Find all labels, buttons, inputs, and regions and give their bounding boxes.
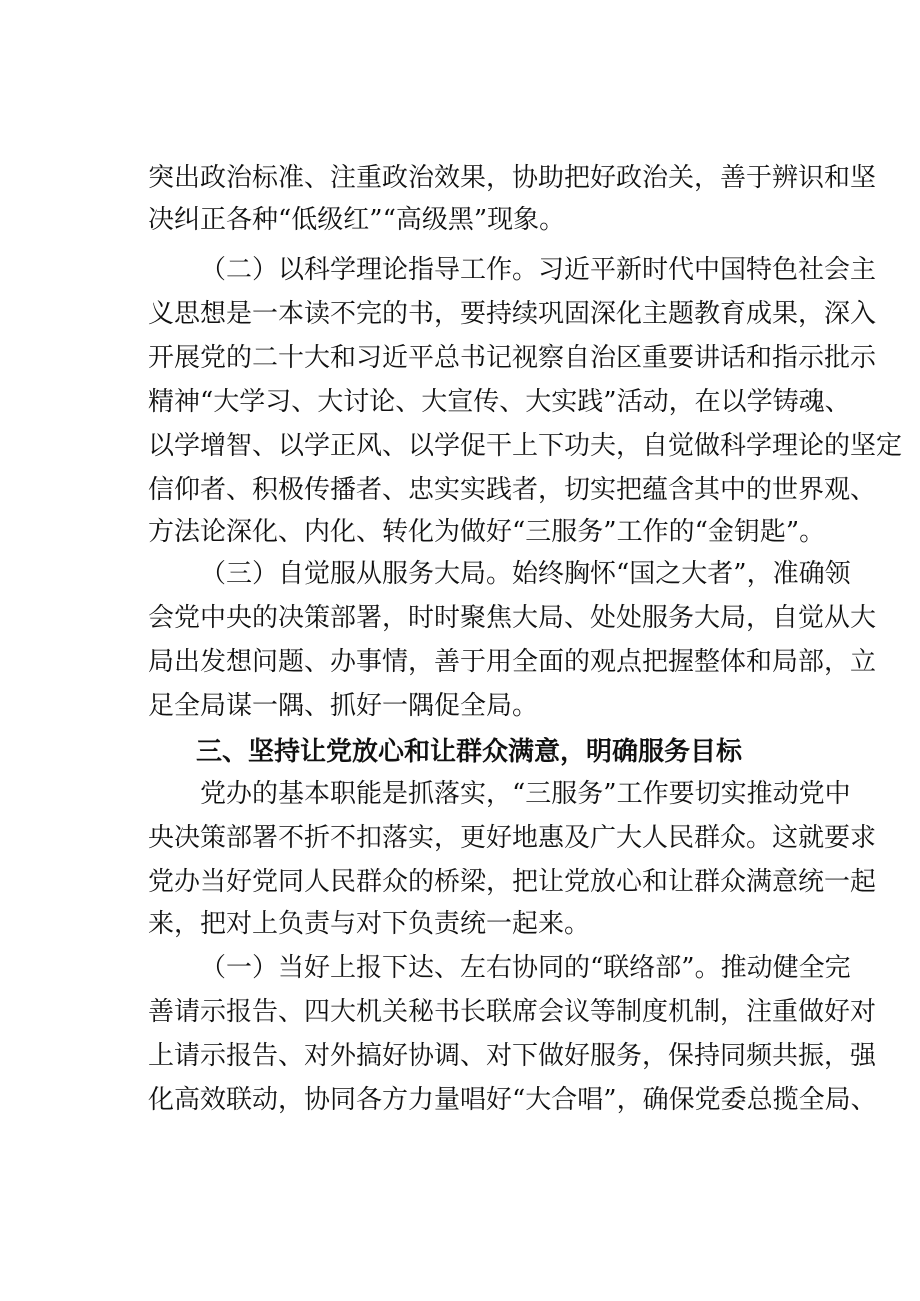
paragraph-line: 善请示报告、四大机关秘书长联席会议等制度机制，注重做好对 [148, 997, 877, 1027]
paragraph-line: 上请示报告、对外搞好协调、对下做好服务，保持同频共振，强 [148, 1041, 877, 1071]
paragraph-line: 会党中央的决策部署，时时聚焦大局、处处服务大局，自觉从大 [148, 603, 877, 633]
paragraph-line: 来，把对上负责与对下负责统一起来。 [148, 909, 591, 939]
paragraph-line: （三）自觉服从服务大局。始终胸怀“国之大者”，准确领 [200, 559, 851, 589]
paragraph-line: 足全局谋一隅、抓好一隅促全局。 [148, 691, 539, 721]
paragraph-line: 化高效联动，协同各方力量唱好“大合唱”，确保党委总揽全局、 [148, 1085, 877, 1115]
paragraph-line: 央决策部署不折不扣落实，更好地惠及广大人民群众。这就要求 [148, 823, 877, 853]
paragraph-line: 党办的基本职能是抓落实，“三服务”工作要切实推动党中 [200, 779, 851, 809]
paragraph-line: 义思想是一本读不完的书，要持续巩固深化主题教育成果，深入 [148, 299, 877, 329]
paragraph-line: 信仰者、积极传播者、忠实实践者，切实把蕴含其中的世界观、 [148, 475, 877, 505]
paragraph-line: 方法论深化、内化、转化为做好“三服务”工作的“金钥匙”。 [148, 517, 826, 547]
paragraph-line: 以学增智、以学正风、以学促干上下功夫，自觉做科学理论的坚定 [148, 431, 903, 461]
section-heading: 三、坚持让党放心和让群众满意，明确服务目标 [196, 737, 743, 767]
paragraph-line: 突出政治标准、注重政治效果，协助把好政治关，善于辨识和坚 [148, 163, 877, 193]
paragraph-line: （二）以科学理论指导工作。习近平新时代中国特色社会主 [200, 255, 877, 285]
paragraph-line: 党办当好党同人民群众的桥梁，把让党放心和让群众满意统一起 [148, 867, 877, 897]
paragraph-line: 开展党的二十大和习近平总书记视察自治区重要讲话和指示批示 [148, 343, 877, 373]
paragraph-line: 局出发想问题、办事情，善于用全面的观点把握整体和局部，立 [148, 647, 877, 677]
paragraph-line: 精神“大学习、大讨论、大宣传、大实践”活动，在以学铸魂、 [148, 387, 851, 417]
paragraph-line: （一）当好上报下达、左右协同的“联络部”。推动健全完 [200, 953, 851, 983]
paragraph-line: 决纠正各种“低级红”“高级黑”现象。 [148, 205, 566, 235]
